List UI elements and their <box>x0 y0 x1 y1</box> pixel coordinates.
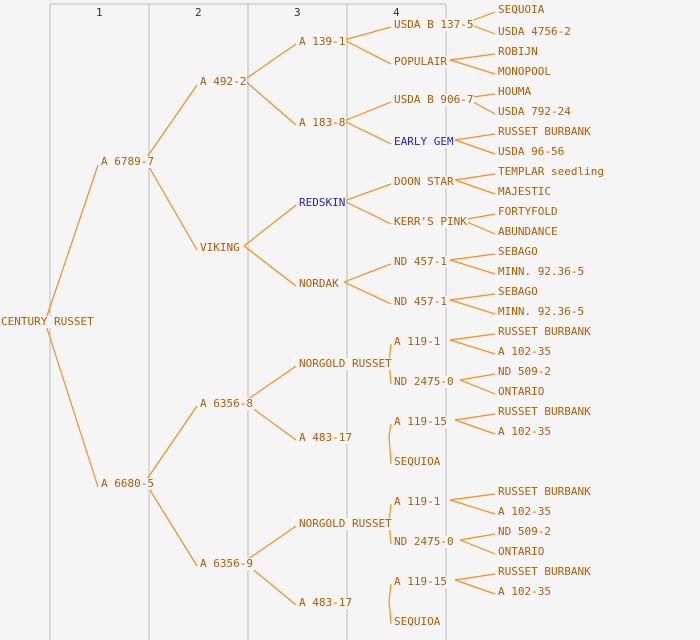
lineage-edge <box>455 420 495 434</box>
lineage-edge <box>389 436 391 464</box>
pedigree-node: A 102-35 <box>498 425 551 438</box>
pedigree-node: FORTYFOLD <box>498 205 558 218</box>
lineage-edge <box>450 294 495 300</box>
lineage-edge <box>455 140 495 154</box>
lineage-edge <box>344 102 391 121</box>
pedigree-node: A 119-1 <box>394 495 441 508</box>
pedigree-node: MINN. 92.36-5 <box>498 265 585 278</box>
pedigree-node: ND 509-2 <box>498 365 551 378</box>
lineage-edge <box>389 601 391 624</box>
pedigree-node: USDA 4756-2 <box>498 25 571 38</box>
pedigree-node: ONTARIO <box>498 545 545 558</box>
pedigree-node: A 102-35 <box>498 505 551 518</box>
pedigree-node: A 119-15 <box>394 575 447 588</box>
pedigree-node: ONTARIO <box>498 385 545 398</box>
pedigree-node: SEQUOIA <box>498 3 545 16</box>
pedigree-node: ROBIJN <box>498 45 538 58</box>
pedigree-node: ND 2475-0 <box>394 535 454 548</box>
lineage-edge <box>450 254 495 260</box>
pedigree-node: RUSSET BURBANK <box>498 125 591 138</box>
pedigree-node: HOUMA <box>498 85 532 98</box>
lineage-edge <box>450 334 495 340</box>
generation-rules <box>50 4 446 640</box>
pedigree-node: SEQUIOA <box>394 455 441 468</box>
lineage-edge <box>455 574 495 580</box>
pedigree-node: SEBAGO <box>498 245 538 258</box>
lineage-edge <box>450 260 495 274</box>
pedigree-node: MAJESTIC <box>498 185 551 198</box>
pedigree-node[interactable]: REDSKIN <box>299 196 346 209</box>
pedigree-node: RUSSET BURBANK <box>498 405 591 418</box>
pedigree-node: A 492-2 <box>200 75 247 88</box>
lineage-edge <box>389 424 391 436</box>
pedigree-node: A 119-15 <box>394 415 447 428</box>
pedigree-node: A 6680-5 <box>101 477 154 490</box>
pedigree-node: A 139-1 <box>299 35 346 48</box>
lineage-edge <box>450 494 495 500</box>
lineage-edge <box>145 482 197 566</box>
lineage-edge <box>244 80 296 125</box>
pedigree-node: CENTURY RUSSET <box>1 315 94 328</box>
pedigree-node: SEBAGO <box>498 285 538 298</box>
lineage-edge <box>450 54 495 60</box>
generation-header-2: 2 <box>195 6 202 19</box>
lineage-edge <box>455 174 495 180</box>
lineage-edge <box>344 264 391 282</box>
pedigree-node[interactable]: EARLY GEM <box>394 135 454 148</box>
generation-header-3: 3 <box>294 6 301 19</box>
pedigree-node: NORDAK <box>299 277 339 290</box>
lineage-edge <box>244 205 296 246</box>
pedigree-node: A 483-17 <box>299 431 352 444</box>
pedigree-node: POPULAIR <box>394 55 447 68</box>
pedigree-node: A 102-35 <box>498 585 551 598</box>
lineage-edge <box>145 160 197 250</box>
lineage-edge <box>45 165 98 322</box>
lineage-edge <box>344 40 391 64</box>
pedigree-node: KERR'S PINK <box>394 215 467 228</box>
pedigree-node: USDA B 906-7 <box>394 93 474 106</box>
lineage-edge <box>344 282 391 304</box>
pedigree-node: ND 509-2 <box>498 525 551 538</box>
lineage-edge <box>460 534 495 540</box>
generation-header-1: 1 <box>96 6 103 19</box>
lineage-edge <box>455 580 495 594</box>
lineage-edge <box>455 180 495 194</box>
lineage-edge <box>145 406 197 482</box>
pedigree-node: DOON STAR <box>394 175 454 188</box>
pedigree-node: NORGOLD RUSSET <box>299 517 392 530</box>
pedigree-node: NORGOLD RUSSET <box>299 357 392 370</box>
lineage-edge <box>244 246 296 286</box>
lineage-edge <box>389 584 391 601</box>
pedigree-node: A 6356-9 <box>200 557 253 570</box>
pedigree-node: RUSSET BURBANK <box>498 565 591 578</box>
lineage-edge <box>145 85 197 160</box>
pedigree-node: ND 457-1 <box>394 255 447 268</box>
pedigree-node: MONOPOOL <box>498 65 551 78</box>
pedigree-node: USDA 792-24 <box>498 105 571 118</box>
lineage-edge <box>460 374 495 380</box>
pedigree-node: SEQUIOA <box>394 615 441 628</box>
lineage-edge <box>244 44 296 80</box>
lineage-edge <box>344 184 391 201</box>
lineage-edge <box>460 540 495 554</box>
pedigree-node: ND 2475-0 <box>394 375 454 388</box>
pedigree-node: USDA B 137-5 <box>394 18 474 31</box>
pedigree-node: VIKING <box>200 241 240 254</box>
lineage-edge <box>450 340 495 354</box>
lineage-edge <box>344 201 391 224</box>
pedigree-node: USDA 96-56 <box>498 145 565 158</box>
pedigree-node: RUSSET BURBANK <box>498 485 591 498</box>
pedigree-node: A 483-17 <box>299 596 352 609</box>
lineage-edge <box>455 414 495 420</box>
generation-header-4: 4 <box>393 6 400 19</box>
pedigree-node: MINN. 92.36-5 <box>498 305 585 318</box>
pedigree-node: A 6356-8 <box>200 397 253 410</box>
pedigree-node: A 102-35 <box>498 345 551 358</box>
pedigree-node: TEMPLAR seedling <box>498 165 604 178</box>
lineage-edge <box>460 380 495 394</box>
pedigree-node: RUSSET BURBANK <box>498 325 591 338</box>
lineage-edge <box>450 60 495 74</box>
lineage-edge <box>455 134 495 140</box>
lineage-edge <box>45 322 98 487</box>
lineage-edge <box>450 300 495 314</box>
pedigree-node: A 6789-7 <box>101 155 154 168</box>
pedigree-node: A 119-1 <box>394 335 441 348</box>
lineage-edge <box>344 121 391 144</box>
pedigree-node: ND 457-1 <box>394 295 447 308</box>
pedigree-node: ABUNDANCE <box>498 225 558 238</box>
lineage-edge <box>344 27 391 40</box>
pedigree-node: A 183-8 <box>299 116 346 129</box>
lineage-edge <box>450 500 495 514</box>
